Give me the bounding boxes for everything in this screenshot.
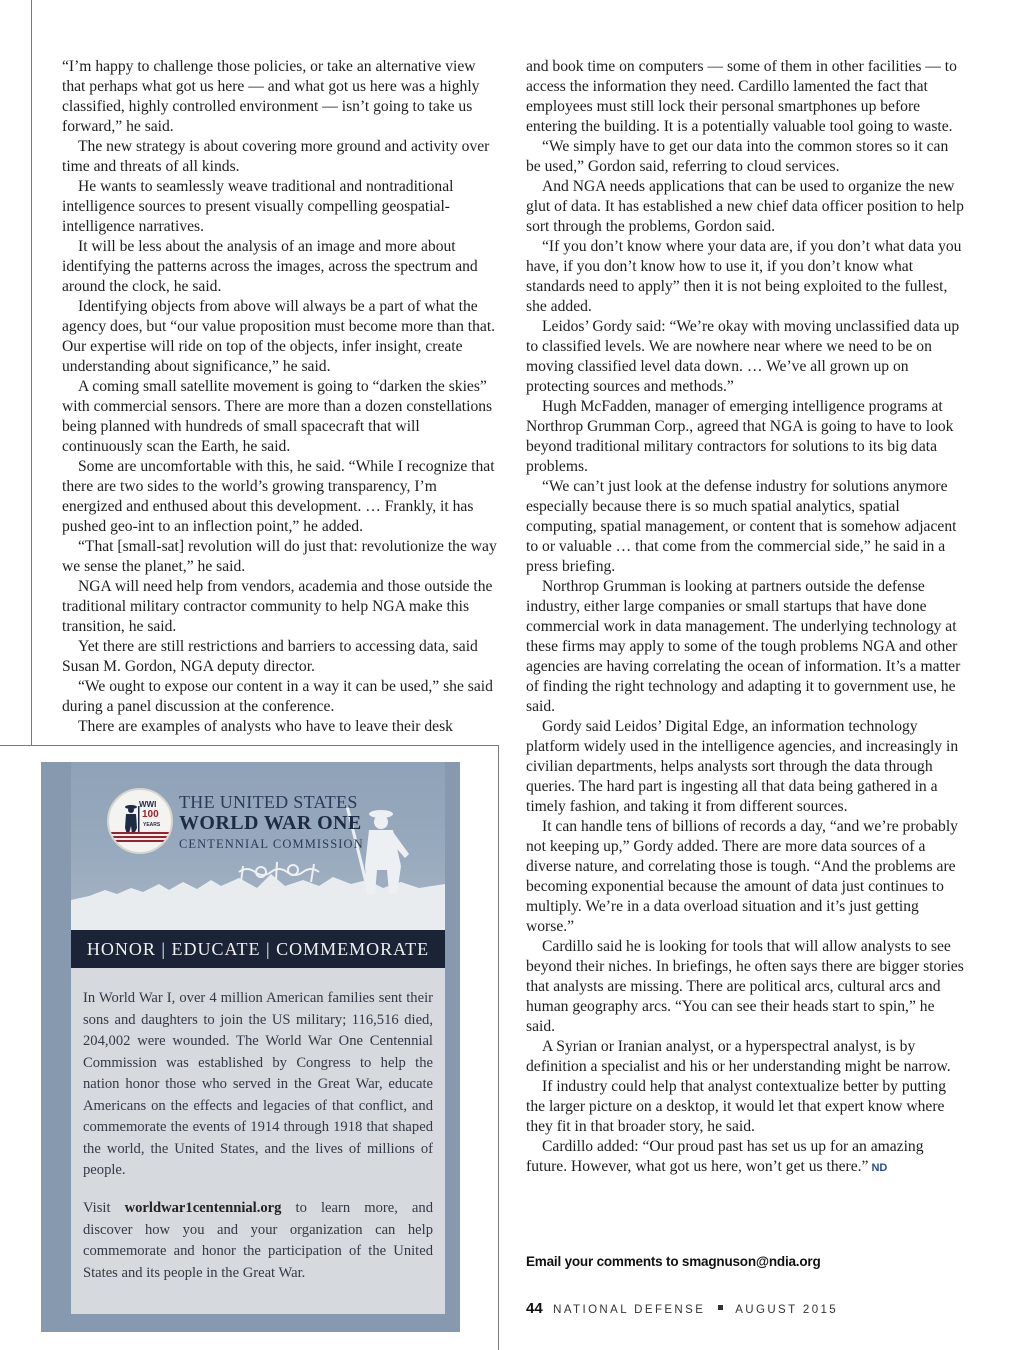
article-paragraph [62, 717, 500, 737]
ad-slogan-banner: HONOR | EDUCATE | COMMEMORATE [71, 930, 445, 968]
paragraph-text: NGA will need help from vendors, academia and those outside the traditional military contractor community to help NGA make this transition, he said. [62, 578, 493, 635]
paragraph-text: “We simply have to get our data into the common stores so it can be used,” Gordon said, referring to cloud services. [526, 138, 949, 175]
article-paragraph [526, 137, 966, 177]
paragraph-text: Some are uncomfortable with this, he said. “While I recognize that there are two sides to the world’s growing transparency, I’m energized and enthused about this development. … Frankly, it has pushed geo-int to an inflection point,” he added. [62, 458, 495, 535]
article-paragraph [526, 1077, 966, 1137]
article-right-column [526, 57, 966, 1178]
wwi-100-years-seal [107, 788, 173, 854]
ad-title-line3: CENTENNIAL COMMISSION [179, 837, 364, 851]
paragraph-text: He wants to seamlessly weave traditional and nontraditional intelligence sources to present visually compelling geospatial-intelligence narratives. [62, 178, 454, 235]
paragraph-text: “That [small-sat] revolution will do just that: revolutionize the way we sense the planet,” he said. [62, 538, 497, 575]
ad-body-text: In World War I, over 4 million American families sent their sons and daughters to join the US military; 116,516 died, 204,002 were wounded. The World War One Centennial Commission was established by Congress to help the nation honor those who served in the Great War, educate Americans on the effects and legacies of that conflict, and commemorate the events of 1914 through 1918 that shaped the world, the United States, and the lives of millions of people. [83, 990, 433, 1178]
article-paragraph [526, 57, 966, 137]
article-left-column [62, 57, 500, 737]
ad-top-rule [0, 745, 499, 746]
paragraph-text: It will be less about the analysis of an image and more about identifying the patterns across the images, across the spectrum and around the clock, he said. [62, 238, 478, 295]
left-margin-rule [31, 0, 32, 745]
footer-separator [718, 1305, 723, 1310]
article-paragraph [62, 237, 500, 297]
end-of-article-mark: ND [871, 1162, 888, 1174]
paragraph-text: Gordy said Leidos’ Digital Edge, an information technology platform widely used in the intelligence agencies, and increasingly in civilian departments, helps analysts sort through the data through queries. The hard part is ingesting all that data being gathered in a timely fashion, and taking it from different sources. [526, 718, 959, 815]
ad-right-rule [498, 745, 499, 1350]
wwi-centennial-advertisement [41, 762, 460, 1332]
paragraph-text: The new strategy is about covering more ground and activity over time and threats of all kinds. [62, 138, 490, 175]
paragraph-text: A Syrian or Iranian analyst, or a hyperspectral analyst, is by definition a specialist and his or her understanding might be narrow. [526, 1038, 951, 1075]
paragraph-text: A coming small satellite movement is going to “darken the skies” with commercial sensors. There are more than a dozen constellations being planned with hundreds of small spacecraft that will continuously scan the Earth, he said. [62, 378, 493, 455]
article-paragraph [526, 717, 966, 817]
article-paragraph [526, 577, 966, 717]
paragraph-text: Identifying objects from above will always be a part of what the agency does, but “our value proposition must become more than that. Our expertise will ride on top of the objects, infer insight, create understanding about significance,” he said. [62, 298, 496, 375]
ad-visit-prefix: Visit [83, 1200, 125, 1216]
paragraph-text: and book time on computers — some of them in other facilities — to access the information they need. Cardillo lamented the fact that employees must still lock their personal smartphones up before entering the building. It is a potentially valuable tool going to waste. [526, 58, 957, 135]
paragraph-text: If industry could help that analyst contextualize better by putting the larger picture on a desktop, it would let that expert know where they fit in that broader story, he said. [526, 1078, 947, 1135]
page-number: 44 [526, 1300, 543, 1317]
ad-title-line1: THE UNITED STATES [179, 792, 358, 812]
ad-url-link[interactable]: worldwar1centennial.org [124, 1200, 282, 1216]
article-paragraph [526, 937, 966, 1037]
ad-visit-suffix: to learn more, and discover how you and your organization can help commemorate and honor the participation of the United States and its people in the Great War. [83, 1200, 433, 1281]
article-paragraph [526, 177, 966, 237]
paragraph-text: “We ought to expose our content in a way it can be used,” she said during a panel discussion at the conference. [62, 678, 493, 715]
paragraph-text: Northrop Grumman is looking at partners outside the defense industry, either large companies or small startups that have done commercial work in data management. The underlying technology at these firms may apply to some of the tough problems NGA and other agencies are having correlating the ocean of information. It’s a matter of finding the right technology and adapting it to government use, he said. [526, 578, 961, 715]
issue-date: AUGUST 2015 [735, 1304, 839, 1316]
article-paragraph [62, 57, 500, 137]
paragraph-text: Hugh McFadden, manager of emerging intelligence programs at Northrop Grumman Corp., agreed that NGA is going to have to look beyond traditional military contractors for solutions to its big data problems. [526, 398, 954, 475]
article-paragraph [62, 577, 500, 637]
article-paragraph [62, 637, 500, 677]
article-paragraph [526, 397, 966, 477]
article-paragraph [526, 477, 966, 577]
paragraph-text: “If you don’t know where your data are, if you don’t what data you have, if you don’t know how to use it, if you don’t know what standards need to apply” then it is not being exploited to the fullest, she added. [526, 238, 962, 315]
article-paragraph [526, 237, 966, 317]
paragraph-text: There are examples of analysts who have to leave their desk [78, 718, 453, 735]
ad-header-area [71, 762, 445, 932]
seal-flag-stripes [109, 832, 173, 844]
article-paragraph [62, 177, 500, 237]
article-paragraph [62, 677, 500, 717]
article-paragraph [526, 1037, 966, 1077]
paragraph-text: Cardillo said he is looking for tools that will allow analysts to see beyond their niches. In briefings, he often says there are bigger stories that analysts are missing. There are political arcs, cultural arcs and human geography arcs. “You can see their heads start to spin,” he said. [526, 938, 964, 1035]
article-paragraph [62, 297, 500, 377]
paragraph-text: And NGA needs applications that can be used to organize the new glut of data. It has established a new chief data officer position to help sort through the problems, Gordon said. [526, 178, 964, 235]
ad-title-line2: WORLD WAR ONE [179, 812, 362, 834]
page-footer [526, 1300, 838, 1318]
paragraph-text: “We can’t just look at the defense industry for solutions anymore especially because there is so much spatial analytics, spatial computing, spatial management, or content that is somehow adjacent to or valuable … that come from the commercial side,” he said in a press briefing. [526, 478, 957, 575]
paragraph-text: “I’m happy to challenge those policies, or take an alternative view that perhaps what got us here — and what got us here was a highly classified, highly controlled environment — isn’t going to take us forward,” he said. [62, 58, 480, 135]
article-paragraph [62, 377, 500, 457]
article-paragraph [62, 137, 500, 177]
seal-years-text: YEARS [143, 822, 161, 828]
article-paragraph [526, 1137, 966, 1178]
email-comments-note: Email your comments to smagnuson@ndia.org [526, 1254, 821, 1269]
paragraph-text: It can handle tens of billions of records a day, “and we’re probably not keeping up,” Gordy added. There are more data sources of a diverse nature, and correlating those is tough. “And the problems are becoming exponential because the amount of data just continues to multiply. We’re in a data overload situation and it’s just getting worse.” [526, 818, 958, 935]
paragraph-text: Yet there are still restrictions and barriers to accessing data, said Susan M. Gordon, NGA deputy director. [62, 638, 478, 675]
seal-wwi-text: WWI [139, 800, 157, 809]
article-paragraph [526, 817, 966, 937]
paragraph-text: Leidos’ Gordy said: “We’re okay with moving unclassified data up to classified levels. We are nowhere near where we need to be on moving classified level data down. … We’ve all grown up on protecting sources and methods.” [526, 318, 960, 395]
paragraph-text: Cardillo added: “Our proud past has set us up for an amazing future. However, what got us here, won’t get us there.” [526, 1138, 924, 1175]
ad-visit-text [83, 1198, 433, 1284]
publication-name: NATIONAL DEFENSE [553, 1304, 706, 1316]
ad-panel [71, 762, 445, 1314]
article-paragraph [62, 537, 500, 577]
article-paragraph [526, 317, 966, 397]
seal-number-text: 100 [142, 809, 159, 820]
article-paragraph [62, 457, 500, 537]
